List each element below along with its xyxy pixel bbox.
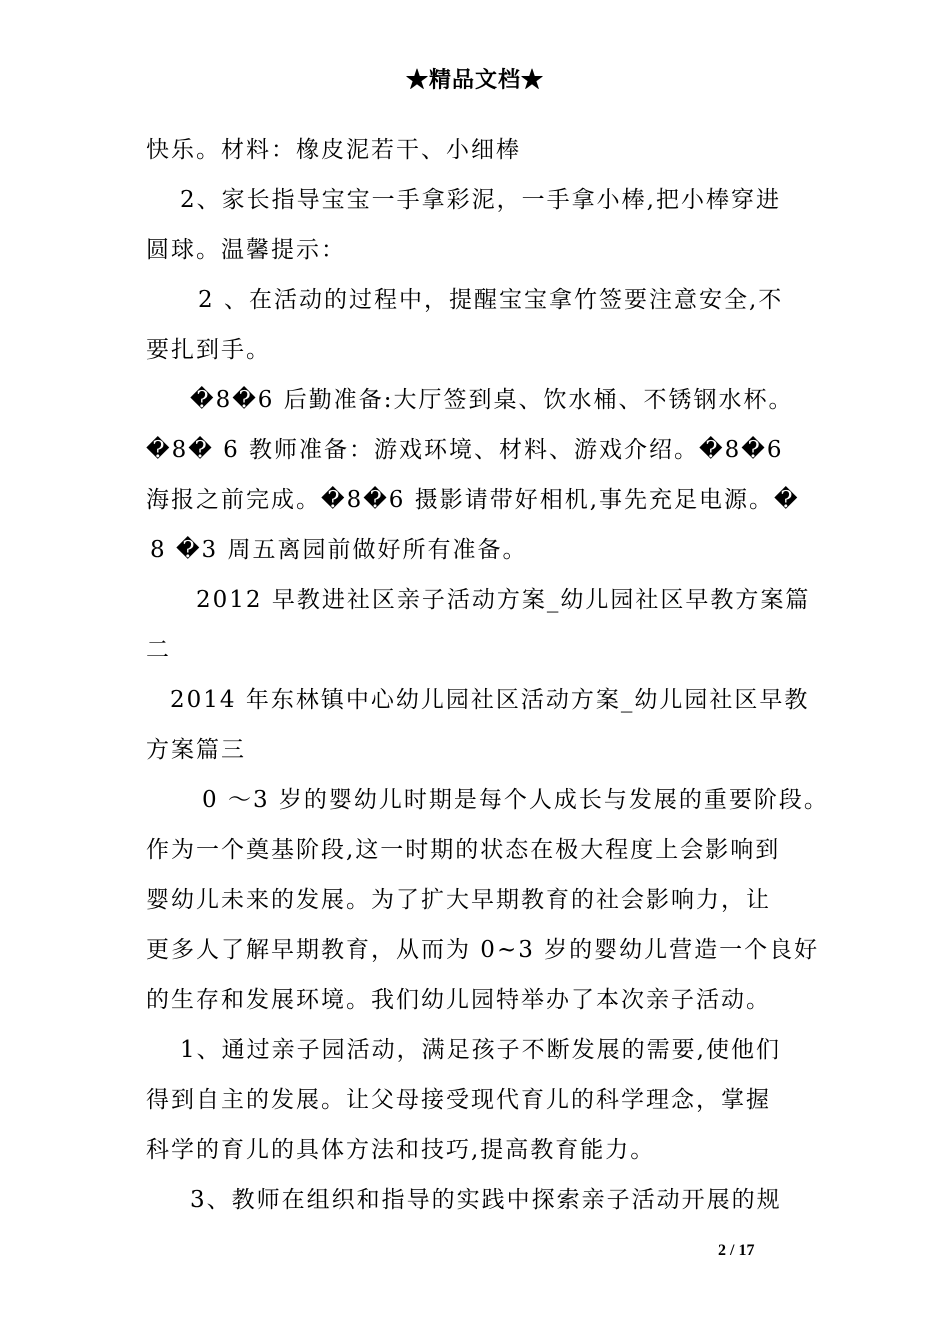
text-line: 3、教师在组织和指导的实践中探索亲子活动开展的规: [190, 1187, 782, 1213]
text-line: 1、通过亲子园活动，满足孩子不断发展的需要,使他们: [180, 1037, 781, 1063]
section-heading: 2012 早教进社区亲子活动方案_幼儿园社区早教方案篇: [196, 587, 811, 613]
section-heading: 二: [146, 637, 171, 663]
text-line: 更多人了解早期教育，从而为 0~3 岁的婴幼儿营造一个良好: [146, 937, 820, 963]
text-line: 圆球。温馨提示：: [146, 237, 346, 263]
text-line: 要扎到手。: [146, 337, 271, 363]
text-line: 8 �3 周五离园前做好所有准备。: [150, 537, 528, 563]
page-number: 2 / 17: [718, 1242, 755, 1259]
text-line: 2、家长指导宝宝一手拿彩泥，一手拿小棒,把小棒穿进: [180, 187, 781, 213]
text-line: 得到自主的发展。让父母接受现代育儿的科学理念，掌握: [146, 1087, 771, 1113]
text-line: 2 、在活动的过程中，提醒宝宝拿竹签要注意安全,不: [198, 287, 784, 313]
text-line: 的生存和发展环境。我们幼儿园特举办了本次亲子活动。: [146, 987, 771, 1013]
text-line: 作为一个奠基阶段,这一时期的状态在极大程度上会影响到: [146, 837, 781, 863]
text-line: �8�6 后勤准备:大厅签到桌、饮水桶、不锈钢水杯。: [190, 387, 794, 413]
text-line: 婴幼儿未来的发展。为了扩大早期教育的社会影响力，让: [146, 887, 771, 913]
page-header-title: ★精品文档★: [405, 67, 544, 93]
section-heading: 2014 年东林镇中心幼儿园社区活动方案_幼儿园社区早教: [170, 687, 810, 713]
text-line: 科学的育儿的具体方法和技巧,提高教育能力。: [146, 1137, 656, 1163]
text-line: 海报之前完成。�8�6 摄影请带好相机,事先充足电源。�: [146, 487, 800, 513]
text-line: 0 ～3 岁的婴幼儿时期是每个人成长与发展的重要阶段。: [202, 787, 829, 813]
section-heading: 方案篇三: [146, 737, 246, 763]
text-line: �8� 6 教师准备：游戏环境、材料、游戏介绍。�8�6: [146, 437, 784, 463]
text-line: 快乐。材料：橡皮泥若干、小细棒: [146, 137, 521, 163]
